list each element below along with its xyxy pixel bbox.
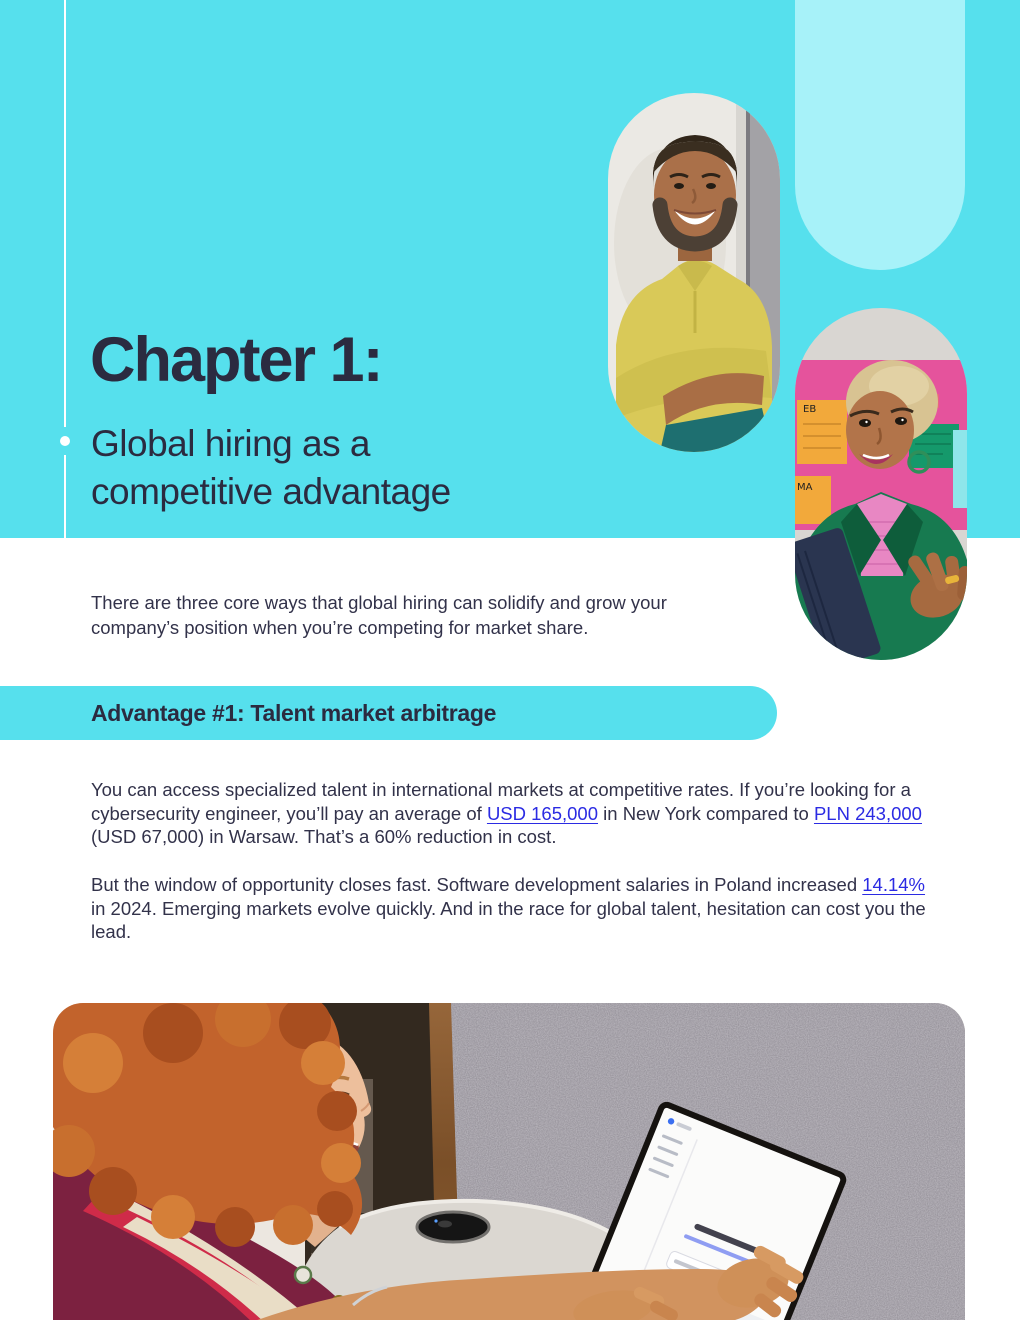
body-paragraph-1 bbox=[91, 778, 929, 849]
woman-hair bbox=[53, 1003, 362, 1247]
text-run: But the window of opportunity closes fast. Software development salaries in Poland increased bbox=[91, 874, 863, 895]
decorative-pill-shape bbox=[795, 0, 965, 270]
intro-paragraph: There are three core ways that global hiring can solidify and grow your company’s position when you’re competing for market share. bbox=[91, 592, 667, 638]
text-run: in New York compared to bbox=[598, 802, 814, 824]
office-photo-illustration bbox=[53, 1003, 965, 1320]
man-portrait-illustration bbox=[608, 93, 780, 452]
advantage-banner bbox=[0, 686, 777, 740]
chapter-subtitle-line1: Global hiring as a bbox=[91, 423, 370, 464]
body-paragraph-2 bbox=[91, 873, 929, 944]
inline-link[interactable]: PLN 243,000 bbox=[813, 802, 922, 824]
woman-head bbox=[846, 360, 938, 472]
note-text-2: MA bbox=[797, 482, 813, 493]
text-run: in 2024. Emerging markets evolve quickly. And in the race for global talent, hesitation can cost you the lead. bbox=[91, 897, 926, 942]
man-portrait-photo bbox=[608, 93, 780, 452]
hero-vertical-line-bottom bbox=[64, 455, 66, 538]
hero-section bbox=[0, 0, 1020, 538]
office-photo bbox=[53, 1003, 965, 1320]
text-run: You can access specialized talent in international markets at competitive rates. If you’re looking for a cybersecurity engineer, you’ll pay an average of bbox=[91, 779, 911, 824]
text-run: (USD 67,000) in Warsaw. That’s a 60% reduction in cost. bbox=[91, 826, 557, 847]
hero-vertical-line-top bbox=[64, 0, 66, 427]
inline-link[interactable]: 14.14% bbox=[862, 874, 926, 895]
advantage-banner-label: Advantage #1: Talent market arbitrage bbox=[91, 699, 497, 726]
woman-portrait-illustration bbox=[795, 308, 967, 660]
chapter-subtitle-line2: competitive advantage bbox=[91, 471, 451, 512]
chapter-title: Chapter 1: bbox=[90, 325, 382, 395]
chapter-subtitle bbox=[91, 420, 451, 516]
hero-bullet-dot bbox=[60, 436, 70, 446]
note-text-1: EB bbox=[803, 404, 817, 415]
woman-portrait-photo bbox=[795, 308, 967, 660]
inline-link[interactable]: USD 165,000 bbox=[486, 802, 599, 824]
